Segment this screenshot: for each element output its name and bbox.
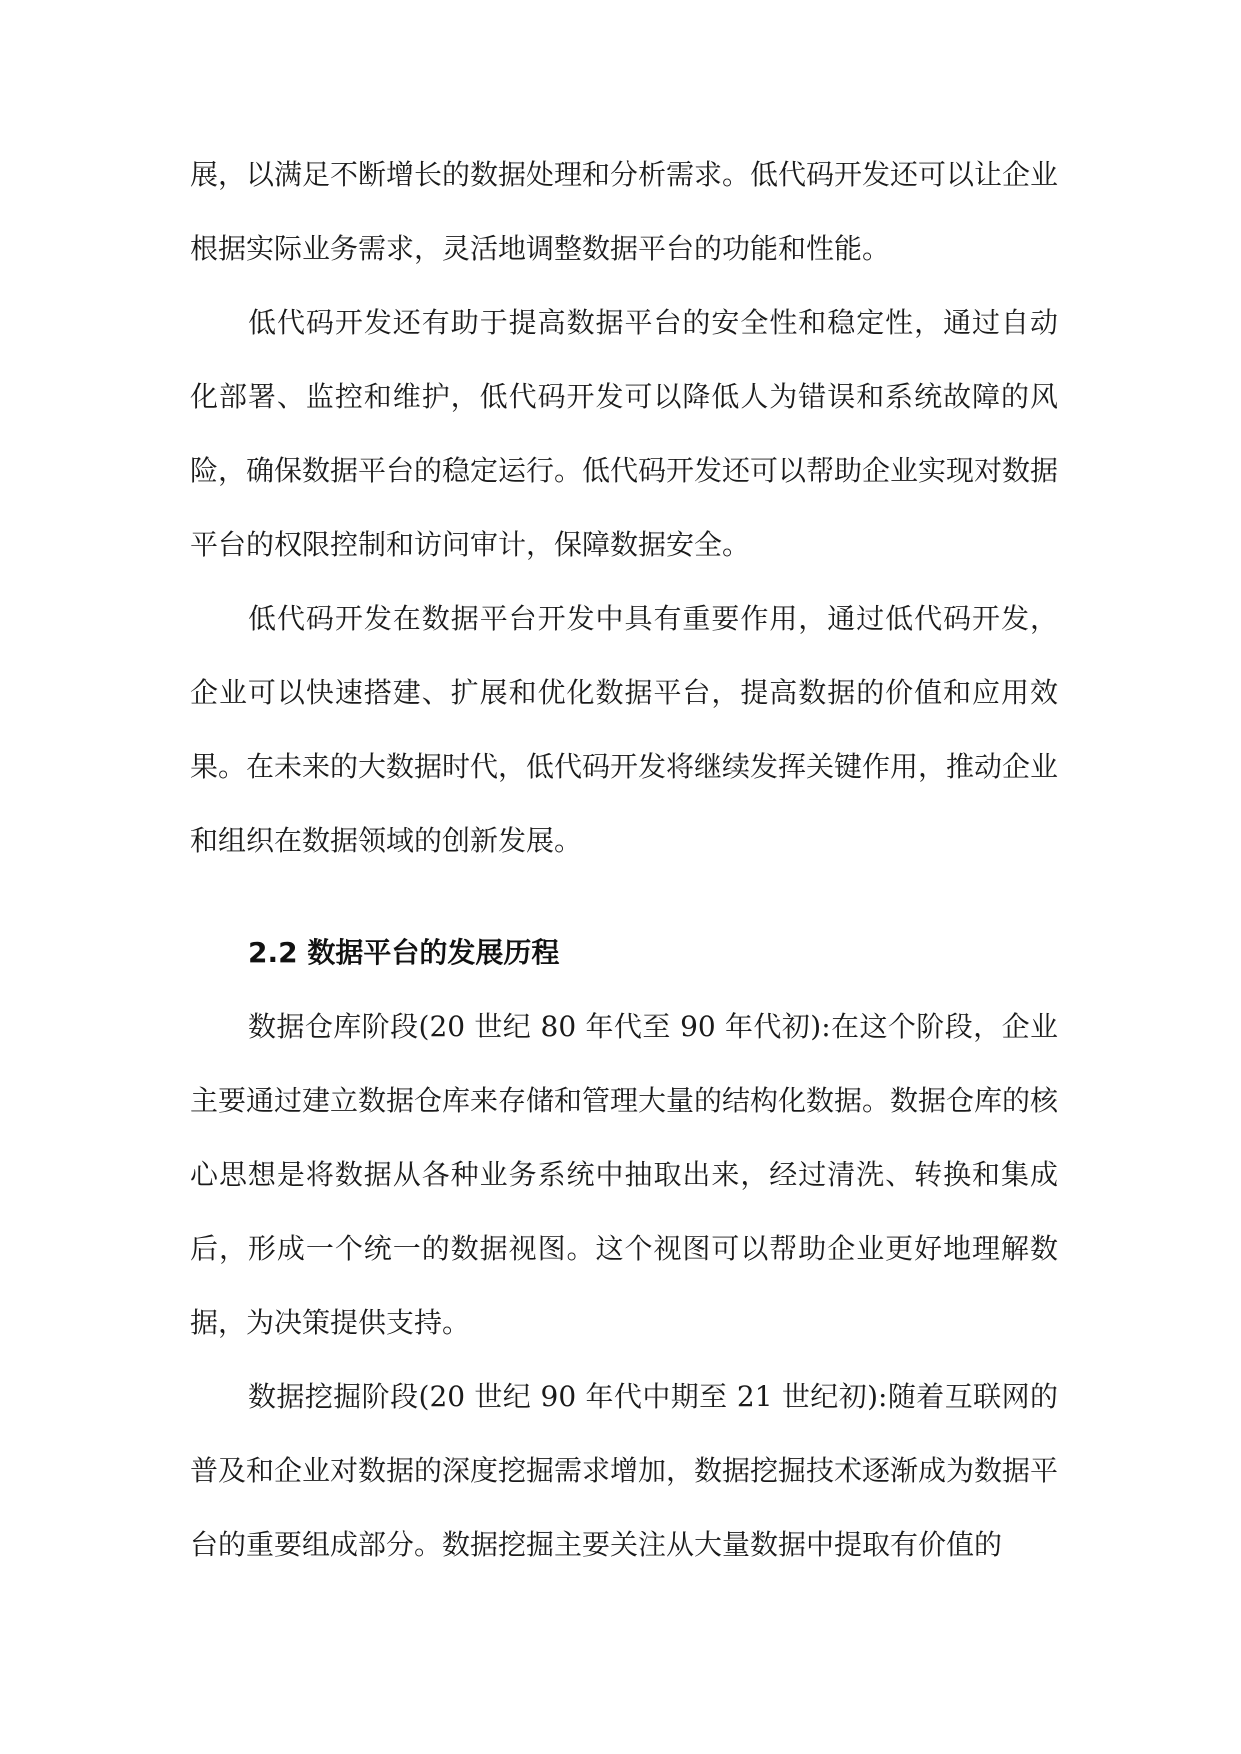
- paragraph: 数据挖掘阶段(20 世纪 90 年代中期至 21 世纪初):随着互联网的普及和企业对数据的深度挖掘需求增加，数据挖掘技术逐渐成为数据平台的重要组成部分。数据挖掘主要关注从大量数据中提取有价值的: [190, 1380, 1059, 1561]
- section-heading: 2.2 数据平台的发展历程: [248, 936, 560, 969]
- paragraph: 数据仓库阶段(20 世纪 80 年代至 90 年代初):在这个阶段，企业主要通过建立数据仓库来存储和管理大量的结构化数据。数据仓库的核心思想是将数据从各种业务系统中抽取出来，经过清洗、转换和集成后，形成一个统一的数据视图。这个视图可以帮助企业更好地理解数据，为决策提供支持。: [190, 1010, 1059, 1339]
- paragraph: 展，以满足不断增长的数据处理和分析需求。低代码开发还可以让企业根据实际业务需求，灵活地调整数据平台的功能和性能。: [190, 158, 1059, 265]
- paragraph: 低代码开发在数据平台开发中具有重要作用，通过低代码开发，企业可以快速搭建、扩展和优化数据平台，提高数据的价值和应用效果。在未来的大数据时代，低代码开发将继续发挥关键作用，推动企业和组织在数据领域的创新发展。: [190, 602, 1059, 857]
- paragraph: 低代码开发还有助于提高数据平台的安全性和稳定性，通过自动化部署、监控和维护，低代码开发可以降低人为错误和系统故障的风险，确保数据平台的稳定运行。低代码开发还可以帮助企业实现对数据平台的权限控制和访问审计，保障数据安全。: [190, 306, 1059, 561]
- document-body: [190, 138, 1058, 1582]
